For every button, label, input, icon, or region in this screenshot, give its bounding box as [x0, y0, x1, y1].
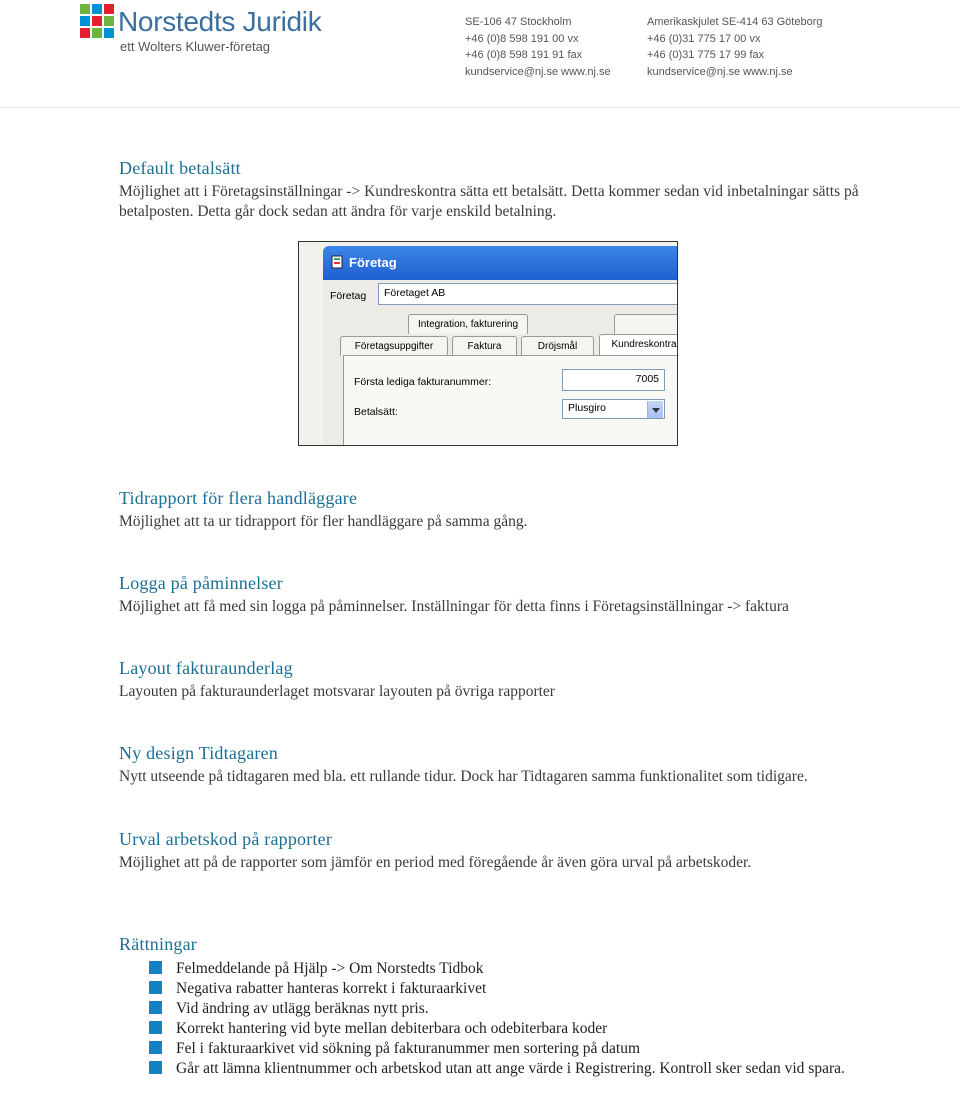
section-body: Möjlighet att i Företagsinställningar -> Kundreskontra sätta ett betalsätt. Detta kommer sedan vid inbetalningar sätts på betalposten. Detta går dock sedan att ändra för varje enskild betalning. — [119, 183, 859, 220]
address-line: Amerikaskjulet SE-414 63 Göteborg — [647, 16, 823, 28]
window-body — [323, 280, 678, 446]
window-titlebar — [323, 246, 678, 280]
window-title: Företag — [349, 255, 397, 270]
list-item: Går att lämna klientnummer och arbetskod utan att ange värde i Registrering. Kontroll sker sedan vid spara. — [149, 1059, 869, 1079]
phone-line: +46 (0)31 775 17 00 vx — [647, 32, 761, 45]
tab-drojsmal[interactable]: Dröjsmål — [521, 336, 594, 356]
section-fixes — [119, 933, 859, 955]
header-divider — [0, 107, 960, 108]
first-invoice-input[interactable]: 7005 — [562, 369, 665, 391]
square-bullet-icon — [149, 1021, 162, 1034]
brand-name: Norstedts Juridik — [118, 6, 322, 37]
section-invoice-layout — [119, 657, 859, 702]
section-body: Nytt utseende på tidtagaren med bla. ett rullande tidur. Dock har Tidtagaren samma funktionalitet som tidigare. — [119, 768, 808, 785]
list-item: Fel i fakturaarkivet vid sökning på fakturanummer men sortering på datum — [149, 1039, 869, 1059]
tab-foretagsuppgifter[interactable]: Företagsuppgifter — [340, 336, 448, 356]
payment-method-label: Betalsätt: — [354, 406, 398, 418]
section-logo-reminders — [119, 572, 919, 617]
section-heading: Logga på påminnelser — [119, 573, 283, 593]
fixes-list — [149, 959, 869, 1079]
section-timer-design — [119, 742, 834, 787]
tab-top-extra[interactable] — [614, 314, 678, 334]
payment-method-select[interactable] — [562, 399, 665, 419]
address-stockholm — [465, 14, 611, 80]
tab-faktura[interactable]: Faktura — [452, 336, 517, 356]
contact-line: kundservice@nj.se www.nj.se — [465, 65, 611, 78]
square-bullet-icon — [149, 1061, 162, 1074]
section-heading: Layout fakturaunderlag — [119, 658, 293, 678]
list-item: Negativa rabatter hanteras korrekt i fakturaarkivet — [149, 979, 869, 999]
section-heading: Ny design Tidtagaren — [119, 743, 278, 763]
brand-subtitle: ett Wolters Kluwer-företag — [120, 39, 271, 54]
fax-line: +46 (0)31 775 17 99 fax — [647, 49, 765, 61]
fax-line: +46 (0)8 598 191 91 fax — [465, 49, 583, 61]
address-line: SE-106 47 Stockholm — [465, 16, 572, 28]
section-default-payment — [119, 157, 859, 222]
chevron-down-icon[interactable] — [647, 401, 663, 418]
wolters-kluwer-logo-icon — [80, 4, 114, 38]
section-body: Möjlighet att på de rapporter som jämför en period med föregående år även göra urval på arbetskoder. — [119, 854, 752, 871]
phone-line: +46 (0)8 598 191 00 vx — [465, 32, 579, 45]
square-bullet-icon — [149, 961, 162, 974]
brand-logo — [80, 4, 320, 56]
tab-integration[interactable]: Integration, fakturering — [408, 314, 528, 334]
section-heading: Rättningar — [119, 934, 197, 954]
section-heading: Default betalsätt — [119, 158, 241, 178]
window-app-icon — [331, 255, 343, 269]
list-item: Korrekt hantering vid byte mellan debiterbara och odebiterbara koder — [149, 1019, 869, 1039]
section-body: Layouten på fakturaunderlaget motsvarar layouten på övriga rapporter — [119, 683, 555, 700]
payment-method-value: Plusgiro — [568, 402, 606, 414]
first-invoice-label: Första lediga fakturanummer: — [354, 376, 492, 388]
list-item: Vid ändring av utlägg beräknas nytt pris. — [149, 999, 869, 1019]
section-heading: Tidrapport för flera handläggare — [119, 488, 358, 508]
company-label: Företag — [330, 290, 367, 302]
section-heading: Urval arbetskod på rapporter — [119, 829, 333, 849]
tab-panel — [343, 355, 678, 446]
embedded-screenshot — [298, 241, 678, 446]
section-work-code — [119, 828, 879, 873]
tab-kundreskontra[interactable]: Kundreskontra — [599, 334, 678, 356]
address-goteborg — [647, 14, 822, 80]
company-field[interactable]: Företaget AB — [378, 283, 678, 305]
contact-line: kundservice@nj.se www.nj.se — [647, 65, 793, 78]
section-time-report — [119, 487, 859, 532]
square-bullet-icon — [149, 1001, 162, 1014]
list-item: Felmeddelande på Hjälp -> Om Norstedts Tidbok — [149, 959, 869, 979]
section-body: Möjlighet att få med sin logga på påminnelser. Inställningar för detta finns i Företagsinställningar -> faktura — [119, 598, 789, 615]
square-bullet-icon — [149, 1041, 162, 1054]
square-bullet-icon — [149, 981, 162, 994]
section-body: Möjlighet att ta ur tidrapport för fler handläggare på samma gång. — [119, 513, 528, 530]
